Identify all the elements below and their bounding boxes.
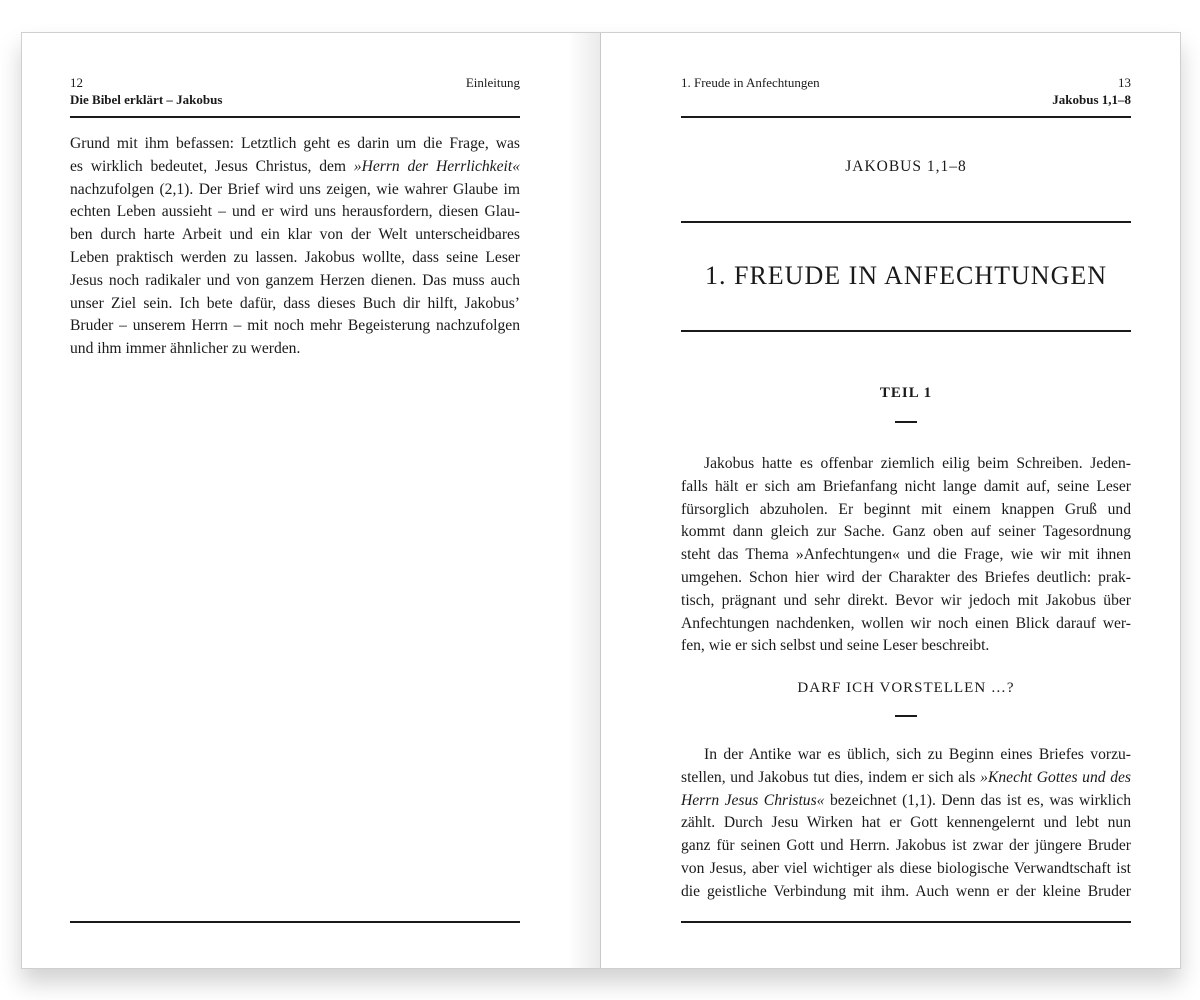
text-line: ben durch harte Arbeit und ein klar von der Welt unterscheidbares xyxy=(70,226,520,244)
right-header-rule xyxy=(681,116,1131,118)
text-line: fen, wie er sich selbst und seine Leser beschreibt. xyxy=(681,637,990,655)
left-footer-rule xyxy=(70,921,520,923)
right-page-number: 13 xyxy=(1118,75,1131,90)
left-page xyxy=(22,33,600,968)
passage-reference: Jakobus 1,1–8 xyxy=(1052,92,1131,107)
text-line: nachzufolgen (2,1). Der Brief wird uns zeigen, wie wahrer Glaube im xyxy=(70,180,520,198)
left-section-label: Einleitung xyxy=(465,75,520,90)
text-line: Leben praktisch werden zu lassen. Jakobus wollte, dass seine Leser xyxy=(70,248,520,266)
text-line: In der Antike war es üblich, sich zu Beginn eines Briefes vorzu- xyxy=(704,746,1131,763)
text-line: unser Ziel sein. Ich bete dafür, dass dieses Buch dir hilft, Jakobus’ xyxy=(70,294,520,312)
left-body-text xyxy=(70,133,520,361)
quote-herrn-jesus-christus: Herrn Jesus Christus« xyxy=(681,791,825,809)
text-line: echten Leben aussieht – und er wird uns herausfordern, diesen Glau- xyxy=(70,203,520,221)
book-title: Die Bibel erklärt – Jakobus xyxy=(70,92,223,107)
text-line: Jesus noch radikaler und von ganzem Herzen dienen. Das muss auch xyxy=(70,271,520,289)
right-chapter-label: 1. Freude in Anfechtungen xyxy=(681,75,820,90)
gutter-shadow xyxy=(568,33,600,968)
quote-knecht-gottes: »Knecht Gottes und des xyxy=(980,768,1131,786)
text-line: tisch, prägnant und sehr direkt. Bevor wir jedoch mit Jakobus über xyxy=(681,591,1131,609)
paragraph-1 xyxy=(681,453,1131,658)
text-line: Herrn Jesus Christus« bezeichnet (1,1). Denn das ist es, was wirklich xyxy=(681,791,1131,809)
title-rule-top xyxy=(681,221,1131,223)
chapter-title: 1. FREUDE IN ANFECHTUNGEN xyxy=(705,261,1107,290)
left-running-head xyxy=(70,74,520,108)
text-line: und ihm immer ähnlicher zu werden. xyxy=(70,340,301,358)
text-line: fürsorglich abzuholen. Er beginnt mit einem knappen Gruß und xyxy=(681,500,1131,518)
text-line: es wirklich bedeutet, Jesus Christus, dem »Herrn der Herrlichkeit« xyxy=(70,157,520,175)
text-line: Grund mit ihm befassen: Letztlich geht es darin um die Frage, was xyxy=(70,135,520,152)
text-line: ganz für seinen Gott und Herrn. Jakobus ist zwar der jüngere Bruder xyxy=(681,837,1131,855)
book-spread xyxy=(21,32,1181,969)
left-header-rule xyxy=(70,116,520,118)
subheading-dash xyxy=(895,715,917,717)
text-line: stellen, und Jakobus tut dies, indem er sich als »Knecht Gottes und des xyxy=(681,768,1131,786)
text-line: umgehen. Schon hier wird der Charakter des Briefes deutlich: prak- xyxy=(681,568,1131,586)
quote-herrn-der-herrlichkeit: »Herrn der Herrlichkeit« xyxy=(353,157,520,175)
text-line: Jakobus hatte es offenbar ziemlich eilig beim Schreiben. Jeden- xyxy=(704,455,1131,472)
subheading: DARF ICH VORSTELLEN …? xyxy=(797,680,1015,696)
right-footer-rule xyxy=(681,921,1131,923)
part-dash xyxy=(895,421,917,423)
text-line: kommt dann gleich zur Sache. Ganz oben auf seiner Tagesordnung xyxy=(681,523,1131,541)
text-line: Bruder – unserem Herrn – mit noch mehr Begeisterung nachzufolgen xyxy=(70,317,520,335)
paragraph-2 xyxy=(681,744,1131,904)
left-page-number: 12 xyxy=(70,75,83,90)
part-label: TEIL 1 xyxy=(879,385,933,401)
text-line: die geistliche Verbindung mit ihm. Auch wenn er der kleine Bruder xyxy=(681,882,1131,900)
text-line: Anfechtungen nachdenken, wollen wir noch einen Blick darauf wer- xyxy=(681,614,1131,632)
text-line: steht das Thema »Anfechtungen« und die Frage, wie wir mit ihnen xyxy=(681,546,1131,564)
text-line: von Jesus, aber viel wichtiger als diese biologische Verwandtschaft ist xyxy=(681,859,1131,877)
chapter-kicker: JAKOBUS 1,1–8 xyxy=(845,158,967,175)
text-line: zählt. Durch Jesu Wirken hat er Gott kennengelernt und lebt nun xyxy=(681,814,1131,832)
right-running-head xyxy=(681,74,1131,108)
right-page xyxy=(601,33,1180,968)
title-rule-bottom xyxy=(681,330,1131,332)
text-line: falls hält er sich am Briefanfang nicht lange damit auf, seine Leser xyxy=(681,477,1131,495)
